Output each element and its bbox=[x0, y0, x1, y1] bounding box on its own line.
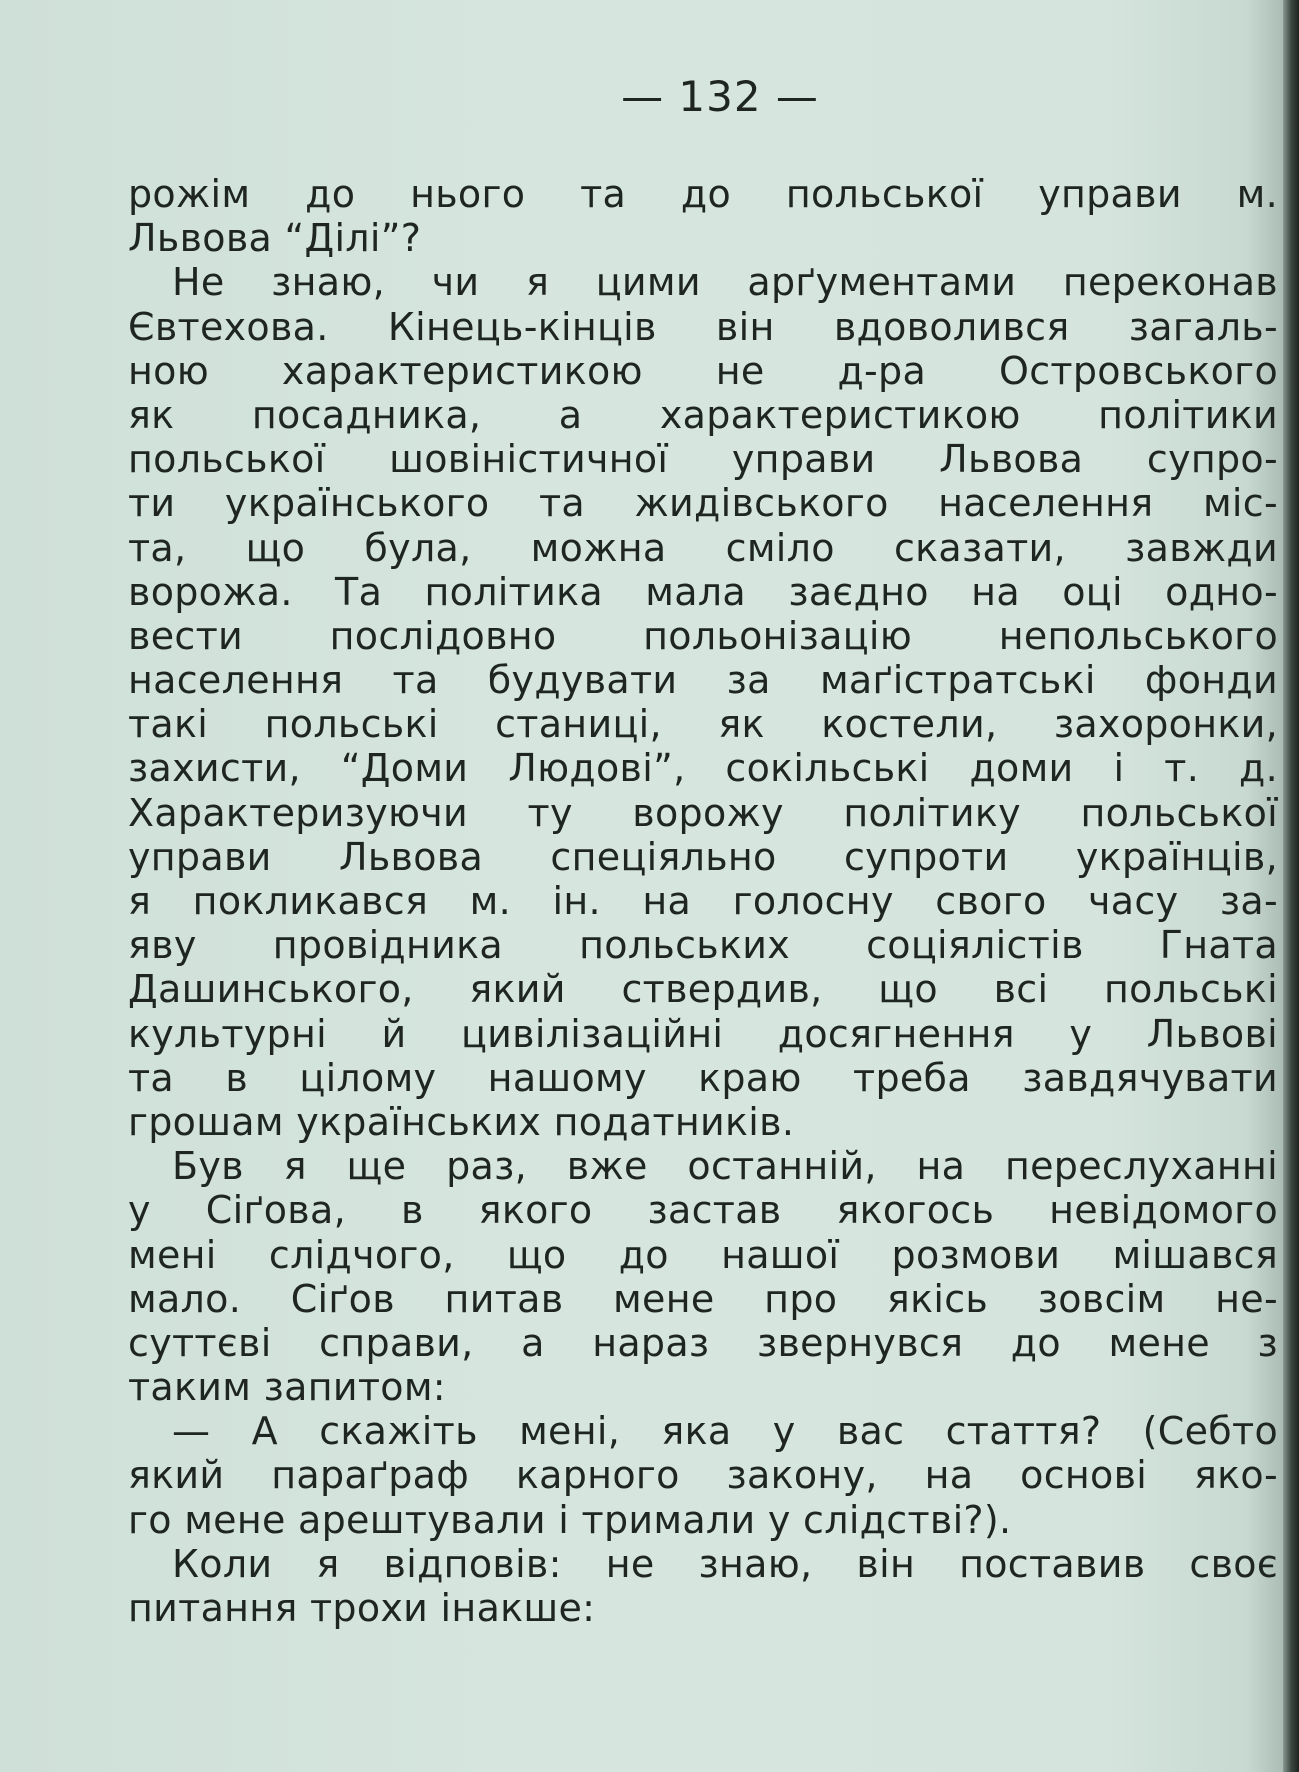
text-line: який параґраф карного закону, на основі яко- bbox=[128, 1453, 1278, 1498]
text-line: суттєві справи, а нараз звернувся до мене з bbox=[128, 1320, 1278, 1365]
text-line: управи Львова спеціяльно супроти українців, bbox=[128, 834, 1278, 879]
text-line: Коли я відповів: не знаю, він поставив своє bbox=[172, 1541, 1278, 1586]
text-line: мало. Сіґов питав мене про якісь зовсім не- bbox=[128, 1276, 1278, 1321]
text-line: населення та будувати за маґістратські фонди bbox=[128, 658, 1278, 703]
text-line: як посадника, а характеристикою політики bbox=[128, 392, 1278, 437]
text-line: Дашинського, який ствердив, що всі польські bbox=[128, 967, 1278, 1012]
text-line: та в цілому нашому краю треба завдячувати bbox=[128, 1055, 1278, 1100]
text-line: Був я ще раз, вже останній, на переслуханні bbox=[172, 1144, 1278, 1189]
text-line: ною характеристикою не д-ра Островського bbox=[128, 348, 1278, 393]
text-line: питання трохи інакше: bbox=[128, 1586, 596, 1630]
text-line: Євтехова. Кінець-кінців він вдоволився загаль- bbox=[128, 304, 1278, 349]
text-line: вести послідовно польонізацію непольського bbox=[128, 613, 1278, 658]
text-line: захисти, “Доми Людові”, сокільські доми і т. д. bbox=[128, 746, 1278, 791]
text-line: культурні й цивілізаційні досягнення у Львові bbox=[128, 1011, 1278, 1056]
page-number: — 132 — bbox=[621, 72, 819, 121]
page-body-text bbox=[128, 172, 1278, 1630]
text-line: Львова “Ділі”? bbox=[128, 216, 422, 261]
text-line: грошам українських податників. bbox=[128, 1099, 795, 1144]
text-line: — А скажіть мені, яка у вас стаття? (Себто bbox=[172, 1409, 1278, 1454]
text-line: та, що була, можна сміло сказати, завжди bbox=[128, 525, 1278, 570]
text-line: мені слідчого, що до нашої розмови мішався bbox=[128, 1232, 1278, 1277]
text-line: ти українського та жидівського населення міс- bbox=[128, 481, 1278, 526]
text-line: ворожа. Та політика мала заєдно на оці одно- bbox=[128, 569, 1278, 614]
text-line: такі польські станиці, як костели, захоронки, bbox=[128, 702, 1278, 747]
text-line: Не знаю, чи я цими арґументами переконав bbox=[172, 260, 1278, 305]
book-spine-shadow bbox=[1283, 0, 1299, 1772]
text-line: я покликався м. ін. на голосну свого часу за- bbox=[128, 879, 1278, 923]
text-line: Характеризуючи ту ворожу політику польської bbox=[128, 790, 1278, 835]
text-line: яву провідника польських соціялістів Гната bbox=[128, 923, 1278, 968]
text-line: польської шовіністичної управи Львова супро- bbox=[128, 437, 1278, 482]
text-line: таким запитом: bbox=[128, 1365, 446, 1410]
text-line: у Сіґова, в якого застав якогось невідомого bbox=[128, 1188, 1278, 1233]
text-line: рожім до нього та до польської управи м. bbox=[128, 172, 1278, 216]
text-line: го мене арештували і тримали у слідстві?). bbox=[128, 1497, 1012, 1542]
